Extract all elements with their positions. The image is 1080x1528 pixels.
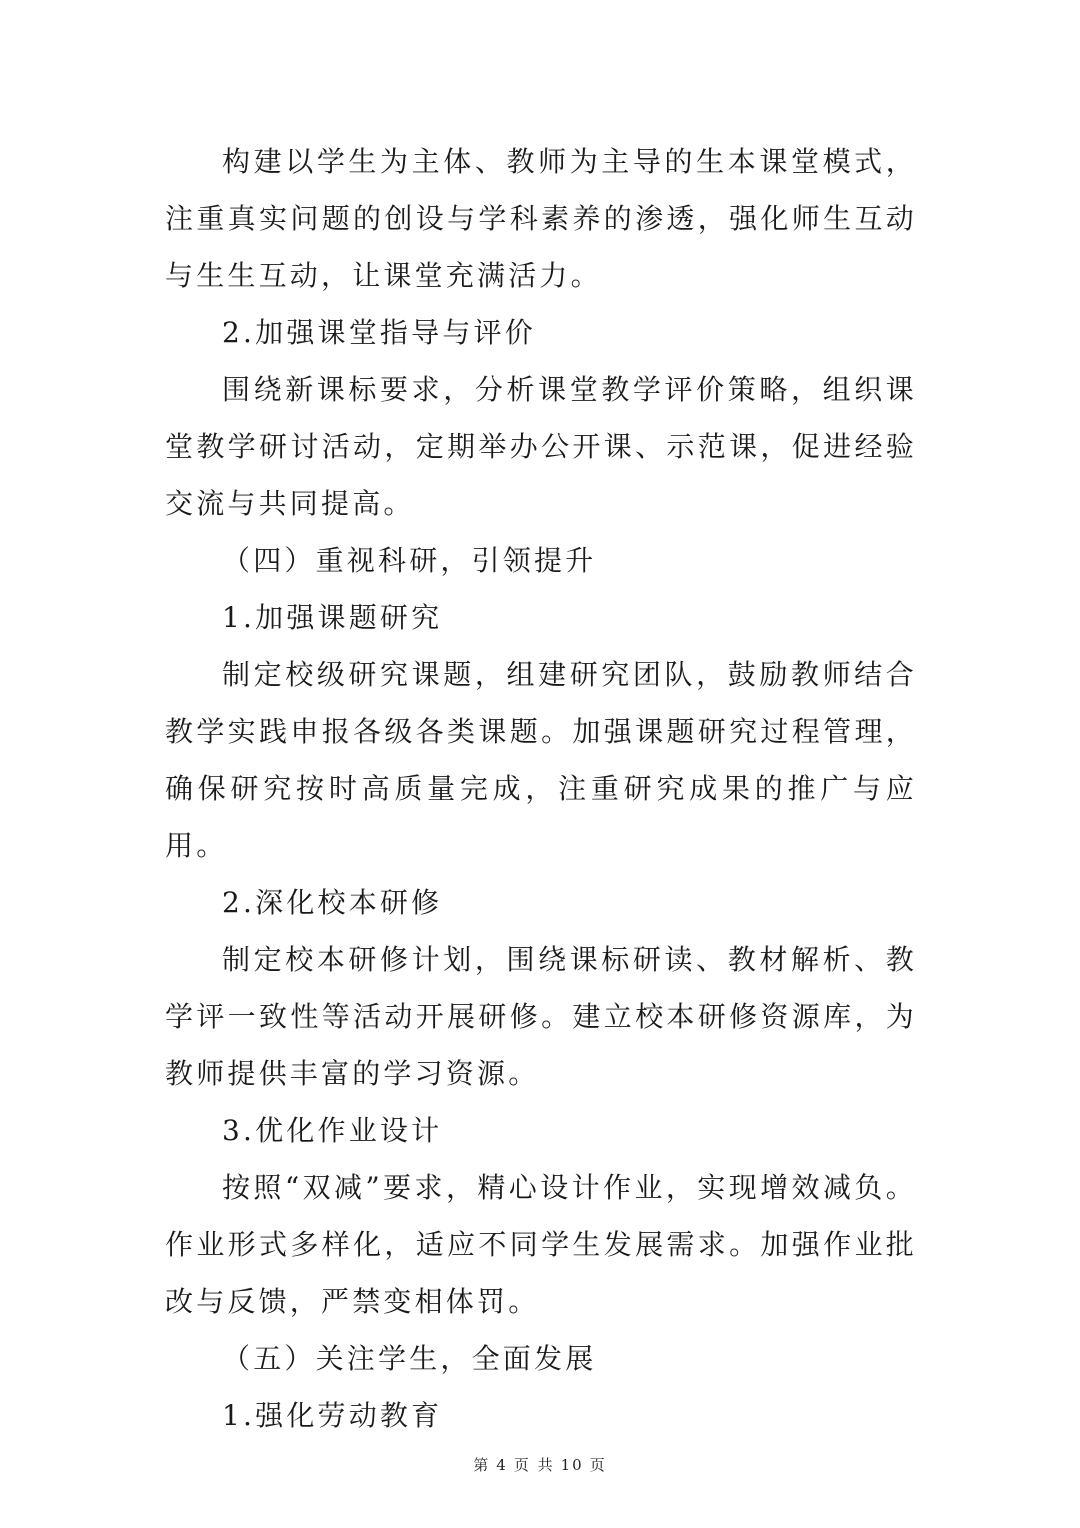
paragraph-classroom-guidance: 围绕新课标要求，分析课堂教学评价策略，组织课堂教学研讨活动，定期举办公开课、示范课，促进经验交流与共同提高。 [165, 373, 917, 520]
footer-total-pages: 10 [560, 1456, 584, 1474]
heading-topic-research: 1.加强课题研究 [222, 601, 443, 634]
section-heading-research: （四）重视科研，引领提升 [222, 544, 597, 577]
footer-suffix: 页 [589, 1456, 607, 1474]
heading-labor-education: 1.强化劳动教育 [222, 1399, 443, 1432]
document-body [165, 133, 917, 1444]
section-heading-students: （五）关注学生，全面发展 [222, 1342, 597, 1375]
footer-prefix: 第 [473, 1456, 491, 1474]
heading-homework-design: 3.优化作业设计 [222, 1114, 443, 1147]
paragraph-classroom-model: 构建以学生为主体、教师为主导的生本课堂模式，注重真实问题的创设与学科素养的渗透，强化师生互动与生生互动，让课堂充满活力。 [165, 145, 917, 292]
heading-classroom-guidance: 2.加强课堂指导与评价 [222, 316, 536, 349]
footer-mid: 页 共 [513, 1456, 555, 1474]
footer-current-page: 4 [496, 1456, 508, 1474]
page-footer [0, 1454, 1080, 1475]
paragraph-school-training: 制定校本研修计划，围绕课标研读、教材解析、教学评一致性等活动开展研修。建立校本研修资源库，为教师提供丰富的学习资源。 [165, 943, 917, 1090]
paragraph-homework-design: 按照“双减”要求，精心设计作业，实现增效减负。作业形式多样化，适应不同学生发展需求。加强作业批改与反馈，严禁变相体罚。 [165, 1171, 917, 1318]
paragraph-topic-research: 制定校级研究课题，组建研究团队，鼓励教师结合教学实践申报各级各类课题。加强课题研究过程管理，确保研究按时高质量完成，注重研究成果的推广与应用。 [165, 658, 917, 862]
heading-school-training: 2.深化校本研修 [222, 886, 443, 919]
